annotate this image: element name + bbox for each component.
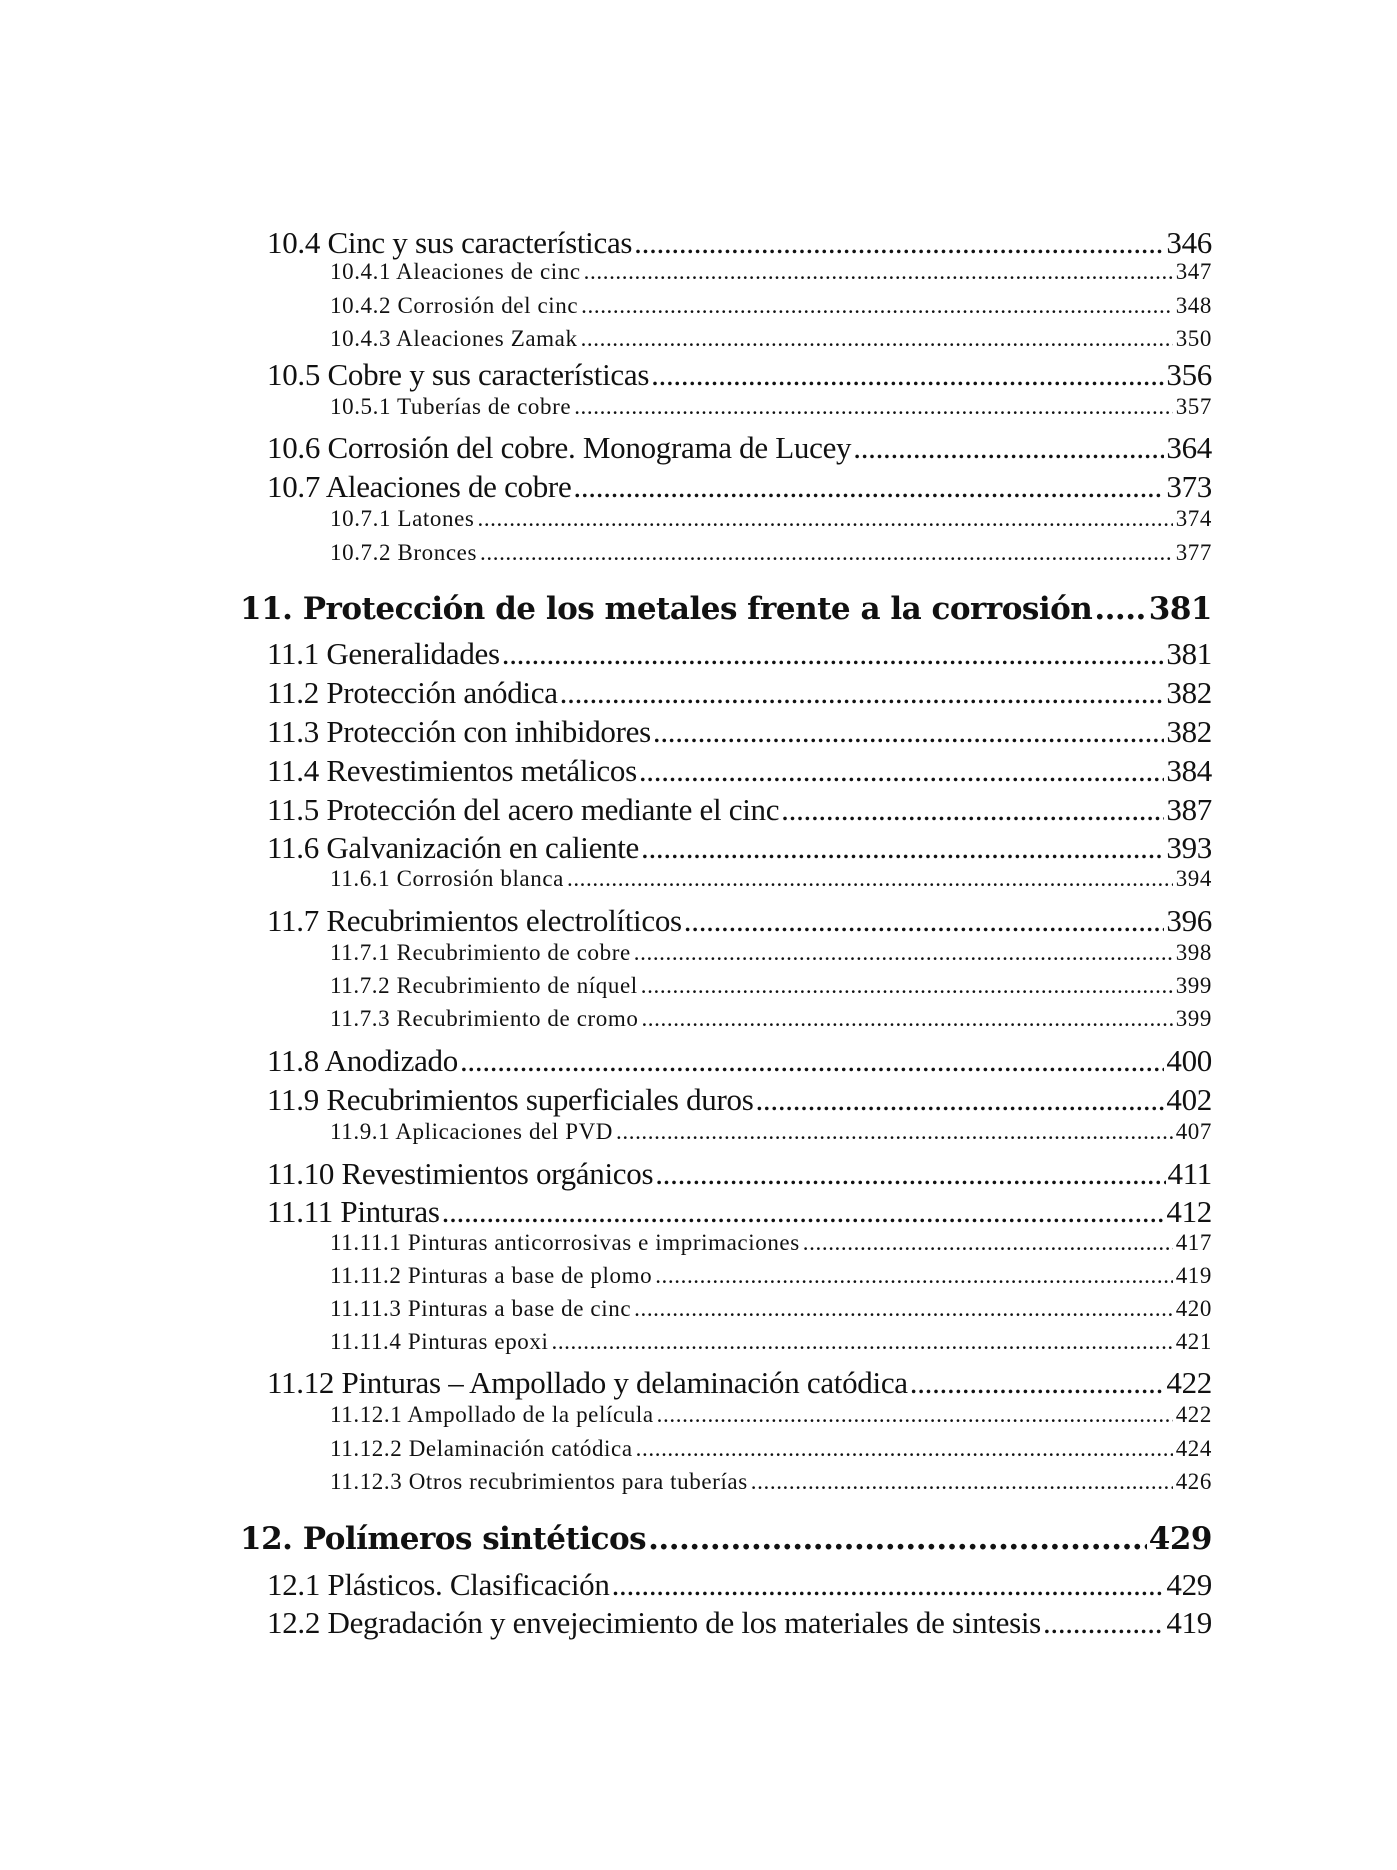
- toc-entry-title: 10.4 Cinc y sus características: [267, 225, 633, 260]
- toc-entry-title: 11.11 Pinturas: [267, 1194, 440, 1229]
- dot-leader: [651, 357, 1164, 393]
- toc-page-number: 417: [1175, 1230, 1212, 1255]
- toc-subsection: [330, 259, 1212, 289]
- dot-leader: [581, 293, 1173, 319]
- dot-leader: [657, 1402, 1173, 1428]
- toc-section: [267, 903, 1212, 941]
- toc-entry-title: 10.7.2 Bronces: [330, 540, 478, 565]
- toc-entry-title: 11.11.1 Pinturas anticorrosivas e imprimaciones: [330, 1230, 800, 1255]
- dot-leader: [480, 540, 1173, 566]
- toc-entry-title: 10.4.1 Aleaciones de cinc: [330, 259, 581, 284]
- toc-entry-title: 10.4.3 Aleaciones Zamak: [330, 326, 578, 351]
- toc-subsection: [330, 973, 1212, 1003]
- dot-leader: [653, 714, 1165, 750]
- dot-leader: [853, 430, 1164, 466]
- toc-subsection: [330, 1469, 1212, 1499]
- dot-leader: [641, 1006, 1172, 1032]
- toc-subsection: [330, 1230, 1212, 1260]
- toc-page-number: 373: [1166, 469, 1212, 504]
- toc-section: [267, 830, 1212, 868]
- dot-leader: [755, 1082, 1164, 1118]
- toc-entry-title: 11.7.3 Recubrimiento de cromo: [330, 1006, 639, 1031]
- dot-leader: [584, 259, 1173, 285]
- dot-leader: [655, 1263, 1172, 1289]
- toc-page-number: 421: [1175, 1329, 1212, 1354]
- toc-entry-title: 11.8 Anodizado: [267, 1043, 458, 1078]
- dot-leader: [612, 1567, 1165, 1603]
- toc-page-number: 422: [1166, 1365, 1212, 1400]
- toc-page-number: 407: [1175, 1119, 1212, 1144]
- toc-subsection: [330, 394, 1212, 424]
- toc-page-number: 399: [1175, 973, 1212, 998]
- toc-subsection: [330, 1006, 1212, 1036]
- toc-entry-title: 11.12.3 Otros recubrimientos para tuberías: [330, 1469, 748, 1494]
- dot-leader: [567, 866, 1173, 892]
- toc-page-number: 356: [1166, 357, 1212, 392]
- toc-entry-title: 11.6 Galvanización en caliente: [267, 830, 640, 865]
- toc-page-number: 429: [1166, 1567, 1212, 1602]
- toc-section: [267, 792, 1212, 830]
- toc-page-number: 402: [1166, 1082, 1212, 1117]
- toc-page-number: 382: [1166, 714, 1212, 749]
- dot-leader: [641, 973, 1173, 999]
- toc-page-number: 377: [1175, 540, 1212, 565]
- toc-entry-title: 12.2 Degradación y envejecimiento de los materiales de sintesis: [267, 1605, 1041, 1640]
- toc-page-number: 382: [1166, 675, 1212, 710]
- toc-page-number: 347: [1175, 259, 1212, 284]
- toc-subsection: [330, 540, 1212, 570]
- toc-page-number: 422: [1175, 1402, 1212, 1427]
- toc-subsection: [330, 1119, 1212, 1149]
- toc-entry-title: 11.10 Revestimientos orgánicos: [267, 1156, 654, 1191]
- dot-leader: [460, 1043, 1164, 1079]
- dot-leader: [639, 753, 1165, 789]
- toc-entry-title: 11.12.2 Delaminación catódica: [330, 1436, 633, 1461]
- toc-section: [267, 636, 1212, 674]
- toc-entry-title: 11.11.4 Pinturas epoxi: [330, 1329, 549, 1354]
- toc-page-number: 384: [1166, 753, 1212, 788]
- toc-page-number: 374: [1175, 506, 1212, 531]
- toc-section: [267, 1194, 1212, 1232]
- toc-page-number: 381: [1148, 591, 1212, 627]
- toc-entry-title: 10.7.1 Latones: [330, 506, 475, 531]
- toc-section: [267, 1156, 1212, 1194]
- toc-section: [267, 714, 1212, 752]
- toc-page-number: 387: [1166, 792, 1212, 827]
- toc-entry-title: 11.9.1 Aplicaciones del PVD: [330, 1119, 614, 1144]
- dot-leader: [1094, 591, 1146, 627]
- dot-leader: [634, 225, 1164, 261]
- toc-section: [267, 430, 1212, 468]
- dot-leader: [634, 1296, 1173, 1322]
- toc-subsection: [330, 1296, 1212, 1326]
- toc-section: [267, 1605, 1212, 1643]
- toc-page-number: 400: [1166, 1043, 1212, 1078]
- toc-subsection: [330, 326, 1212, 356]
- toc-page-number: 348: [1175, 293, 1212, 318]
- dot-leader: [803, 1230, 1173, 1256]
- toc-subsection: [330, 506, 1212, 536]
- dot-leader: [641, 830, 1164, 866]
- toc-page-number: 357: [1175, 394, 1212, 419]
- dot-leader: [910, 1365, 1165, 1401]
- toc-page-number: 346: [1166, 225, 1212, 260]
- toc-section: [267, 1043, 1212, 1081]
- toc-entry-title: 11.2 Protección anódica: [267, 675, 558, 710]
- toc-section: [267, 1365, 1212, 1403]
- toc-subsection: [330, 1263, 1212, 1293]
- toc-entry-title: 11.11.3 Pinturas a base de cinc: [330, 1296, 632, 1321]
- toc-entry-title: 11. Protección de los metales frente a la corrosión: [240, 591, 1093, 627]
- toc-page-number: 426: [1175, 1469, 1212, 1494]
- toc-page-number: 420: [1175, 1296, 1212, 1321]
- toc-entry-title: 11.7.1 Recubrimiento de cobre: [330, 940, 631, 965]
- toc-page-number: 419: [1166, 1605, 1212, 1640]
- dot-leader: [573, 469, 1164, 505]
- toc-entry-title: 10.4.2 Corrosión del cinc: [330, 293, 579, 318]
- dot-leader: [551, 1329, 1172, 1355]
- toc-entry-title: 11.4 Revestimientos metálicos: [267, 753, 637, 788]
- toc-entry-title: 11.12 Pinturas – Ampollado y delaminación catódica: [267, 1365, 908, 1400]
- toc-section: [267, 1567, 1212, 1605]
- dot-leader: [581, 326, 1173, 352]
- dot-leader: [634, 940, 1173, 966]
- toc-entry-title: 11.6.1 Corrosión blanca: [330, 866, 564, 891]
- toc-entry-title: 10.5.1 Tuberías de cobre: [330, 394, 572, 419]
- dot-leader: [1043, 1605, 1164, 1641]
- toc-section: [267, 1082, 1212, 1120]
- toc-page-number: 399: [1175, 1006, 1212, 1031]
- toc-entry-title: 11.3 Protección con inhibidores: [267, 714, 651, 749]
- dot-leader: [502, 636, 1165, 672]
- dot-leader: [781, 792, 1164, 828]
- dot-leader: [616, 1119, 1173, 1145]
- toc-chapter: [240, 591, 1212, 635]
- dot-leader: [655, 1156, 1165, 1192]
- toc-chapter: [240, 1521, 1212, 1565]
- toc-section: [267, 357, 1212, 395]
- toc-entry-title: 12. Polímeros sintéticos: [240, 1521, 647, 1557]
- toc-subsection: [330, 1402, 1212, 1432]
- dot-leader: [636, 1436, 1173, 1462]
- toc-entry-title: 11.11.2 Pinturas a base de plomo: [330, 1263, 653, 1288]
- toc-subsection: [330, 866, 1212, 896]
- toc-page-number: 393: [1166, 830, 1212, 865]
- toc-page-number: 394: [1175, 866, 1212, 891]
- toc-entry-title: 11.1 Generalidades: [267, 636, 500, 671]
- toc-entry-title: 11.5 Protección del acero mediante el cinc: [267, 792, 780, 827]
- toc-entry-title: 10.7 Aleaciones de cobre: [267, 469, 572, 504]
- toc-page-number: 398: [1175, 940, 1212, 965]
- toc-section: [267, 469, 1212, 507]
- toc-subsection: [330, 293, 1212, 323]
- toc-page-number: 412: [1166, 1194, 1212, 1229]
- dot-leader: [442, 1194, 1165, 1230]
- toc-page-number: 350: [1175, 326, 1212, 351]
- toc-section: [267, 225, 1212, 263]
- dot-leader: [648, 1521, 1147, 1557]
- toc-page-number: 381: [1166, 636, 1212, 671]
- dot-leader: [560, 675, 1165, 711]
- toc-entry-title: 11.7 Recubrimientos electrolíticos: [267, 903, 682, 938]
- toc-subsection: [330, 1436, 1212, 1466]
- toc-subsection: [330, 940, 1212, 970]
- toc-page-number: 411: [1167, 1156, 1212, 1191]
- toc-page-number: 424: [1175, 1436, 1212, 1461]
- toc-entry-title: 12.1 Plásticos. Clasificación: [267, 1567, 610, 1602]
- dot-leader: [574, 394, 1173, 420]
- toc-entry-title: 11.7.2 Recubrimiento de níquel: [330, 973, 638, 998]
- toc-entry-title: 11.9 Recubrimientos superficiales duros: [267, 1082, 754, 1117]
- toc-section: [267, 675, 1212, 713]
- toc-subsection: [330, 1329, 1212, 1359]
- toc-entry-title: 11.12.1 Ampollado de la película: [330, 1402, 654, 1427]
- toc-page-number: 429: [1148, 1521, 1212, 1557]
- dot-leader: [477, 506, 1172, 532]
- toc-section: [267, 753, 1212, 791]
- toc-page-number: 364: [1166, 430, 1212, 465]
- dot-leader: [751, 1469, 1173, 1495]
- toc-page-number: 419: [1175, 1263, 1212, 1288]
- dot-leader: [684, 903, 1165, 939]
- toc-entry-title: 10.5 Cobre y sus características: [267, 357, 650, 392]
- toc-entry-title: 10.6 Corrosión del cobre. Monograma de Lucey: [267, 430, 852, 465]
- toc-page-number: 396: [1166, 903, 1212, 938]
